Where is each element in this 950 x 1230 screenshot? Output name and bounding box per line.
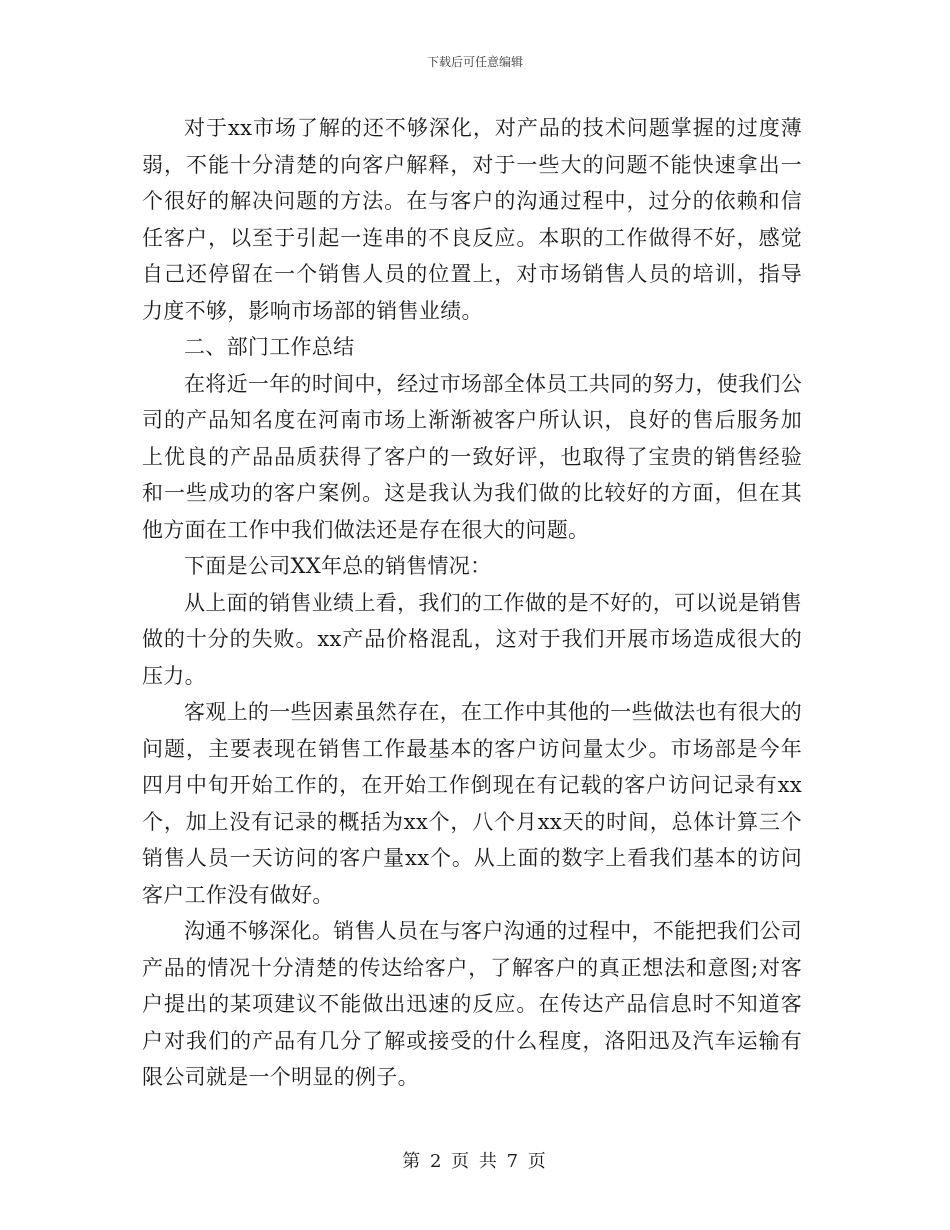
document-body bbox=[142, 110, 802, 1096]
paragraph-visit-volume: 客观上的一些因素虽然存在，在工作中其他的一些做法也有很大的问题，主要表现在销售工作最基本的客户访问量太少。市场部是今年四月中旬开始工作的，在开始工作倒现在有记载的客户访问记录有xx个，加上没有记录的概括为xx个，八个月xx天的时间，总体计算三个销售人员一天访问的客户量xx个。从上面的数字上看我们基本的访问客户工作没有做好。 bbox=[142, 700, 802, 907]
paragraph-sales-performance: 从上面的销售业绩上看，我们的工作做的是不好的，可以说是销售做的十分的失败。xx产品价格混乱，这对于我们开展市场造成很大的压力。 bbox=[142, 590, 802, 688]
paragraph-sales-intro: 下面是公司XX年总的销售情况： bbox=[184, 554, 492, 578]
paragraph-communication: 沟通不够深化。销售人员在与客户沟通的过程中，不能把我们公司产品的情况十分清楚的传达给客户，了解客户的真正想法和意图;对客户提出的某项建议不能做出迅速的反应。在传达产品信息时不知道客户对我们的产品有几分了解或接受的什么程度，洛阳迅及汽车运输有限公司就是一个明显的例子。 bbox=[142, 919, 802, 1089]
page-number: 第 2 页 共 7 页 bbox=[402, 1151, 548, 1172]
section-heading-department-summary: 二、部门工作总结 bbox=[184, 335, 355, 359]
page-header: 下载后可任意编辑 bbox=[426, 55, 523, 69]
paragraph-market-understanding: 对于xx市场了解的还不够深化，对产品的技术问题掌握的过度薄弱，不能十分清楚的向客户解释，对于一些大的问题不能快速拿出一个很好的解决问题的方法。在与客户的沟通过程中，过分的依赖和信任客户，以至于引起一连串的不良反应。本职的工作做得不好，感觉自己还停留在一个销售人员的位置上，对市场销售人员的培训，指导力度不够，影响市场部的销售业绩。 bbox=[142, 116, 802, 323]
paragraph-year-overview: 在将近一年的时间中，经过市场部全体员工共同的努力，使我们公司的产品知名度在河南市场上渐渐被客户所认识，良好的售后服务加上优良的产品品质获得了客户的一致好评，也取得了宝贵的销售经验和一些成功的客户案例。这是我认为我们做的比较好的方面，但在其他方面在工作中我们做法还是存在很大的问题。 bbox=[142, 371, 802, 542]
